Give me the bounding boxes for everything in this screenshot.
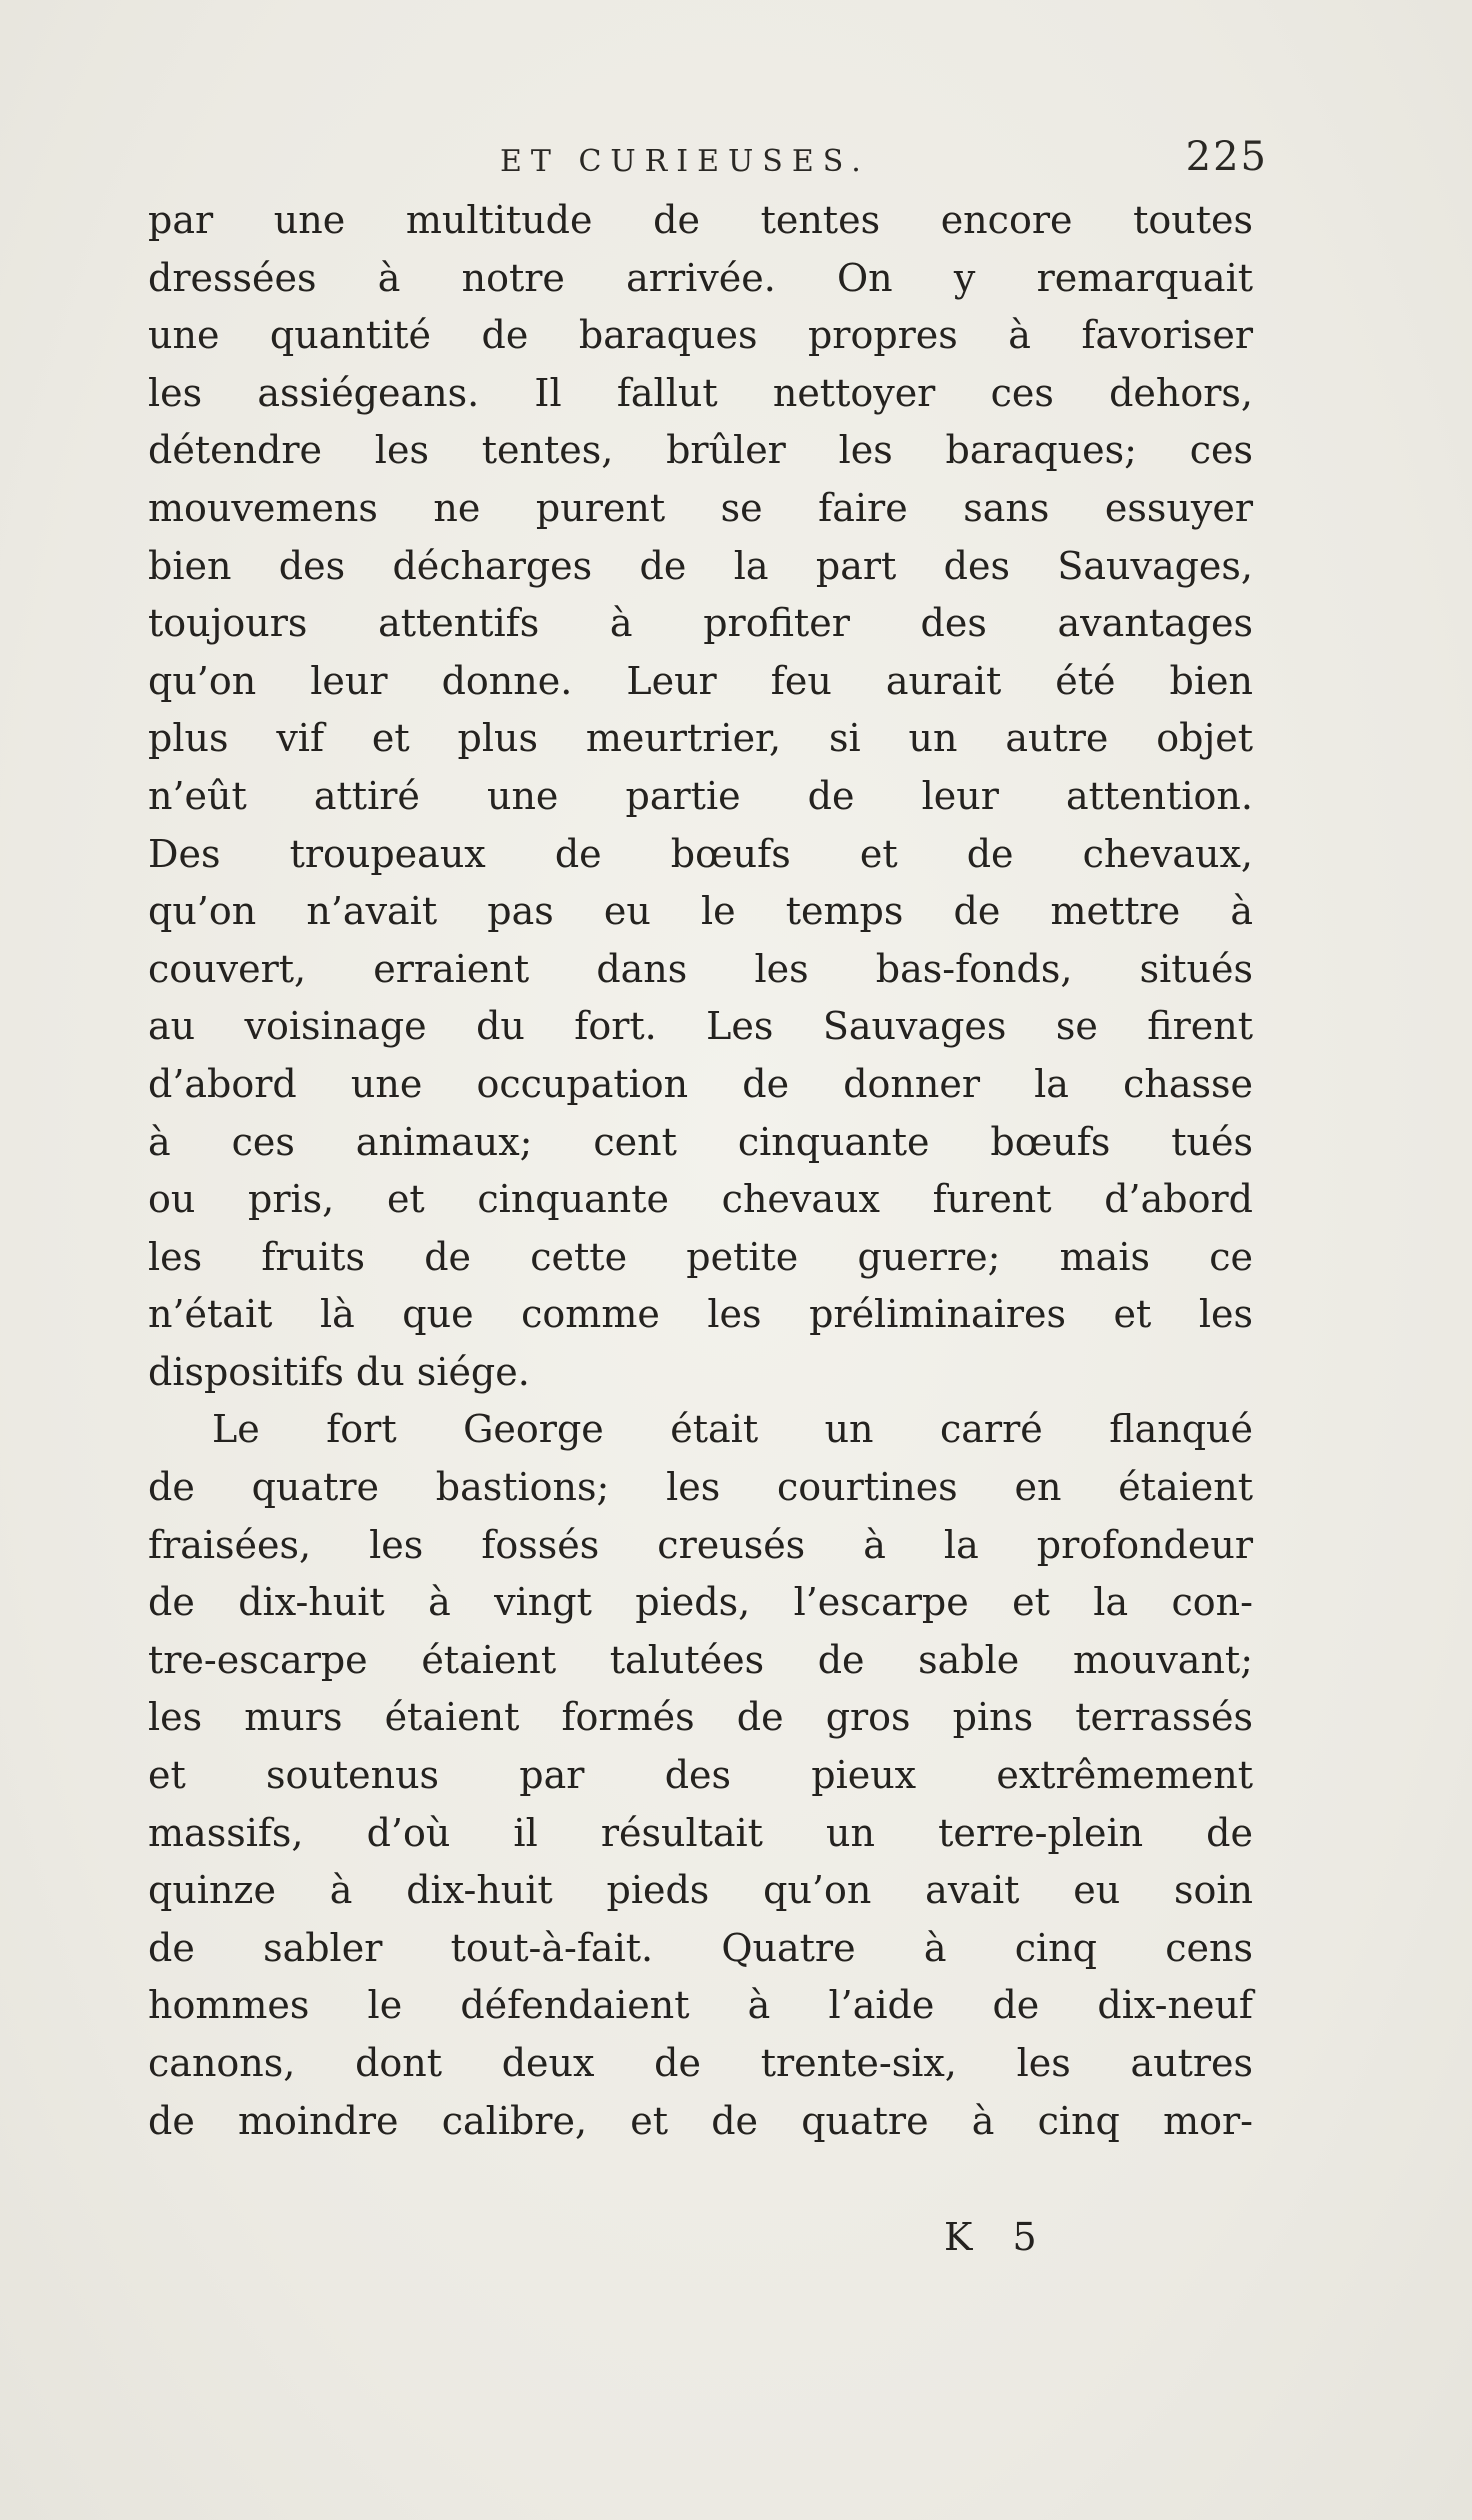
signature-mark: K 5 (944, 2215, 1051, 2259)
paragraph-last-line: dispositifs du siége. (148, 1349, 530, 1394)
text-line: tre-escarpe étaient talutées de sable mouvant; (148, 1637, 1253, 1682)
text-line: qu’on leur donne. Leur feu aurait été bien (148, 658, 1253, 703)
text-line: ou pris, et cinquante chevaux furent d’abord (148, 1177, 1253, 1222)
text-line: n’était là que comme les préliminaires et les (148, 1292, 1253, 1337)
text-line: quinze à dix-huit pieds qu’on avait eu soin (148, 1868, 1253, 1913)
running-head: ET CURIEUSES. (500, 144, 870, 179)
text-line: à ces animaux; cent cinquante bœufs tués (148, 1119, 1253, 1164)
paragraph-first-line: Le fort George était un carré flanqué (212, 1407, 1253, 1452)
text-line: détendre les tentes, brûler les baraques; ces (148, 428, 1253, 473)
text-line: dressées à notre arrivée. On y remarquait (148, 255, 1253, 300)
text-line: plus vif et plus meurtrier, si un autre objet (148, 716, 1253, 761)
text-line: et soutenus par des pieux extrêmement (148, 1753, 1253, 1798)
text-line: au voisinage du fort. Les Sauvages se firent (148, 1004, 1253, 1049)
body-text (148, 192, 1253, 2150)
text-line: qu’on n’avait pas eu le temps de mettre à (148, 889, 1253, 934)
text-line: de sabler tout-à-fait. Quatre à cinq cens (148, 1925, 1253, 1970)
text-line: massifs, d’où il résultait un terre-plein de (148, 1810, 1253, 1855)
text-line: de moindre calibre, et de quatre à cinq mor- (148, 2098, 1253, 2143)
text-line: couvert, erraient dans les bas-fonds, situés (148, 946, 1253, 991)
page-header (148, 134, 1268, 188)
text-line: d’abord une occupation de donner la chasse (148, 1061, 1253, 1106)
text-line: bien des décharges de la part des Sauvages, (148, 543, 1253, 588)
text-line: fraisées, les fossés creusés à la profondeur (148, 1522, 1253, 1567)
text-line: n’eût attiré une partie de leur attention. (148, 773, 1253, 818)
text-line: de dix-huit à vingt pieds, l’escarpe et la con- (148, 1580, 1253, 1625)
page-number: 225 (1185, 134, 1268, 180)
text-line: canons, dont deux de trente-six, les autres (148, 2041, 1253, 2085)
text-line: les fruits de cette petite guerre; mais ce (148, 1234, 1253, 1279)
text-line: de quatre bastions; les courtines en étaient (148, 1465, 1253, 1510)
text-line: une quantité de baraques propres à favoriser (148, 313, 1253, 358)
text-line: les assiégeans. Il fallut nettoyer ces dehors, (148, 370, 1253, 415)
text-line: les murs étaient formés de gros pins terrassés (148, 1695, 1253, 1740)
text-line: par une multitude de tentes encore toutes (148, 198, 1253, 242)
text-line: toujours attentifs à profiter des avantages (148, 601, 1253, 646)
text-line: hommes le défendaient à l’aide de dix-neuf (148, 1983, 1253, 2028)
text-line: Des troupeaux de bœufs et de chevaux, (148, 831, 1253, 876)
text-line: mouvemens ne purent se faire sans essuyer (148, 485, 1253, 530)
